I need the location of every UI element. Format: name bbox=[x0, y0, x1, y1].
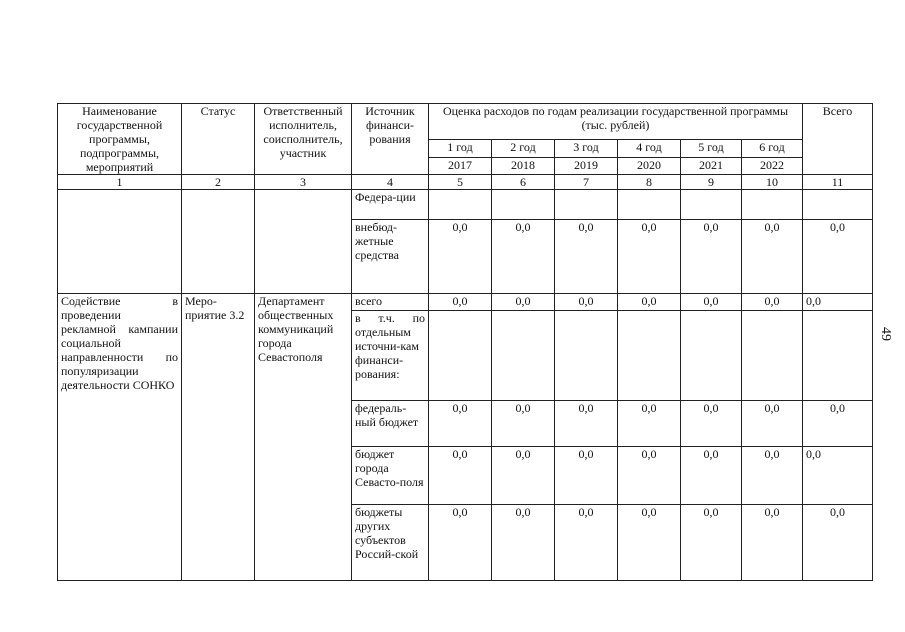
value-cell: 0,0 bbox=[681, 294, 742, 311]
table-row bbox=[58, 294, 873, 311]
year-label-6: 6 год bbox=[742, 140, 803, 157]
year-label-5: 5 год bbox=[681, 140, 742, 157]
col-number: 8 bbox=[618, 175, 681, 190]
value-cell: 0,0 bbox=[555, 505, 618, 581]
source-cell: внебюд-жетные средства bbox=[352, 220, 429, 294]
value-cell bbox=[803, 311, 873, 401]
value-cell bbox=[492, 311, 555, 401]
value-cell: 0,0 bbox=[492, 401, 555, 447]
value-cell: 0,0 bbox=[803, 401, 873, 447]
empty-responsible-cell bbox=[255, 190, 352, 294]
header-total: Всего bbox=[803, 104, 873, 175]
value-cell bbox=[742, 190, 803, 220]
value-cell: 0,0 bbox=[618, 401, 681, 447]
value-cell: 0,0 bbox=[429, 505, 492, 581]
value-cell: 0,0 bbox=[681, 505, 742, 581]
budget-table bbox=[57, 103, 873, 581]
header-source: Источник финанси-рования bbox=[352, 104, 429, 175]
value-cell bbox=[429, 190, 492, 220]
value-cell: 0,0 bbox=[492, 505, 555, 581]
header-estimate: Оценка расходов по годам реализации государственной программы (тыс. рублей) bbox=[429, 104, 803, 140]
value-cell: 0,0 bbox=[429, 294, 492, 311]
year-2: 2018 bbox=[492, 157, 555, 174]
col-number: 6 bbox=[492, 175, 555, 190]
col-number: 10 bbox=[742, 175, 803, 190]
value-cell: 0,0 bbox=[492, 294, 555, 311]
col-number: 3 bbox=[255, 175, 352, 190]
source-cell: в т.ч. по отдельным источни-кам финанси-рования: bbox=[352, 311, 429, 401]
col-number: 1 bbox=[58, 175, 182, 190]
year-6: 2022 bbox=[742, 157, 803, 174]
source-cell: Федера-ции bbox=[352, 190, 429, 220]
year-4: 2020 bbox=[618, 157, 681, 174]
empty-name-cell bbox=[58, 190, 182, 294]
value-cell bbox=[681, 190, 742, 220]
value-cell: 0,0 bbox=[555, 447, 618, 505]
value-cell: 0,0 bbox=[618, 505, 681, 581]
value-cell: 0,0 bbox=[681, 447, 742, 505]
col-number: 2 bbox=[182, 175, 255, 190]
value-cell: 0,0 bbox=[555, 294, 618, 311]
value-cell: 0,0 bbox=[742, 505, 803, 581]
value-cell bbox=[429, 311, 492, 401]
value-cell: 0,0 bbox=[803, 220, 873, 294]
col-number: 9 bbox=[681, 175, 742, 190]
value-cell: 0,0 bbox=[742, 401, 803, 447]
value-cell: 0,0 bbox=[742, 294, 803, 311]
value-cell bbox=[618, 311, 681, 401]
value-cell bbox=[618, 190, 681, 220]
source-cell: бюджеты других субъектов Россий-ской bbox=[352, 505, 429, 581]
value-cell bbox=[555, 311, 618, 401]
year-label-4: 4 год bbox=[618, 140, 681, 157]
header-status: Статус bbox=[182, 104, 255, 175]
source-cell: бюджет города Севасто-поля bbox=[352, 447, 429, 505]
value-cell: 0,0 bbox=[555, 220, 618, 294]
value-cell bbox=[555, 190, 618, 220]
value-cell: 0,0 bbox=[681, 220, 742, 294]
col-number: 4 bbox=[352, 175, 429, 190]
value-cell: 0,0 bbox=[803, 294, 873, 311]
value-cell: 0,0 bbox=[681, 401, 742, 447]
value-cell: 0,0 bbox=[429, 401, 492, 447]
value-cell: 0,0 bbox=[492, 447, 555, 505]
value-cell: 0,0 bbox=[803, 505, 873, 581]
value-cell: 0,0 bbox=[555, 401, 618, 447]
value-cell: 0,0 bbox=[429, 220, 492, 294]
activity-responsible: Департамент общественных коммуникаций города Севастополя bbox=[255, 294, 352, 581]
value-cell bbox=[742, 311, 803, 401]
empty-status-cell bbox=[182, 190, 255, 294]
activity-name: Содействие в проведении рекламной кампании социальной направленности по популяризации деятельности СОНКО bbox=[58, 294, 182, 581]
source-cell: всего bbox=[352, 294, 429, 311]
page-number: 49 bbox=[878, 327, 893, 341]
year-5: 2021 bbox=[681, 157, 742, 174]
col-number: 7 bbox=[555, 175, 618, 190]
value-cell bbox=[803, 190, 873, 220]
year-label-1: 1 год bbox=[429, 140, 492, 157]
value-cell: 0,0 bbox=[742, 447, 803, 505]
value-cell: 0,0 bbox=[618, 447, 681, 505]
header-responsible: Ответственный исполнитель, соисполнитель, участник bbox=[255, 104, 352, 175]
value-cell bbox=[681, 311, 742, 401]
value-cell: 0,0 bbox=[742, 220, 803, 294]
year-label-3: 3 год bbox=[555, 140, 618, 157]
col-number: 11 bbox=[803, 175, 873, 190]
value-cell: 0,0 bbox=[429, 447, 492, 505]
table-row bbox=[58, 190, 873, 220]
year-3: 2019 bbox=[555, 157, 618, 174]
value-cell: 0,0 bbox=[618, 294, 681, 311]
col-number: 5 bbox=[429, 175, 492, 190]
column-numbers-row bbox=[58, 175, 873, 190]
value-cell bbox=[492, 190, 555, 220]
value-cell: 0,0 bbox=[803, 447, 873, 505]
activity-status: Меро-приятие 3.2 bbox=[182, 294, 255, 581]
year-label-2: 2 год bbox=[492, 140, 555, 157]
source-cell: федераль-ный бюджет bbox=[352, 401, 429, 447]
year-1: 2017 bbox=[429, 157, 492, 174]
value-cell: 0,0 bbox=[618, 220, 681, 294]
value-cell: 0,0 bbox=[492, 220, 555, 294]
header-name: Наименование государственной программы, подпрограммы, мероприятий bbox=[58, 104, 182, 175]
